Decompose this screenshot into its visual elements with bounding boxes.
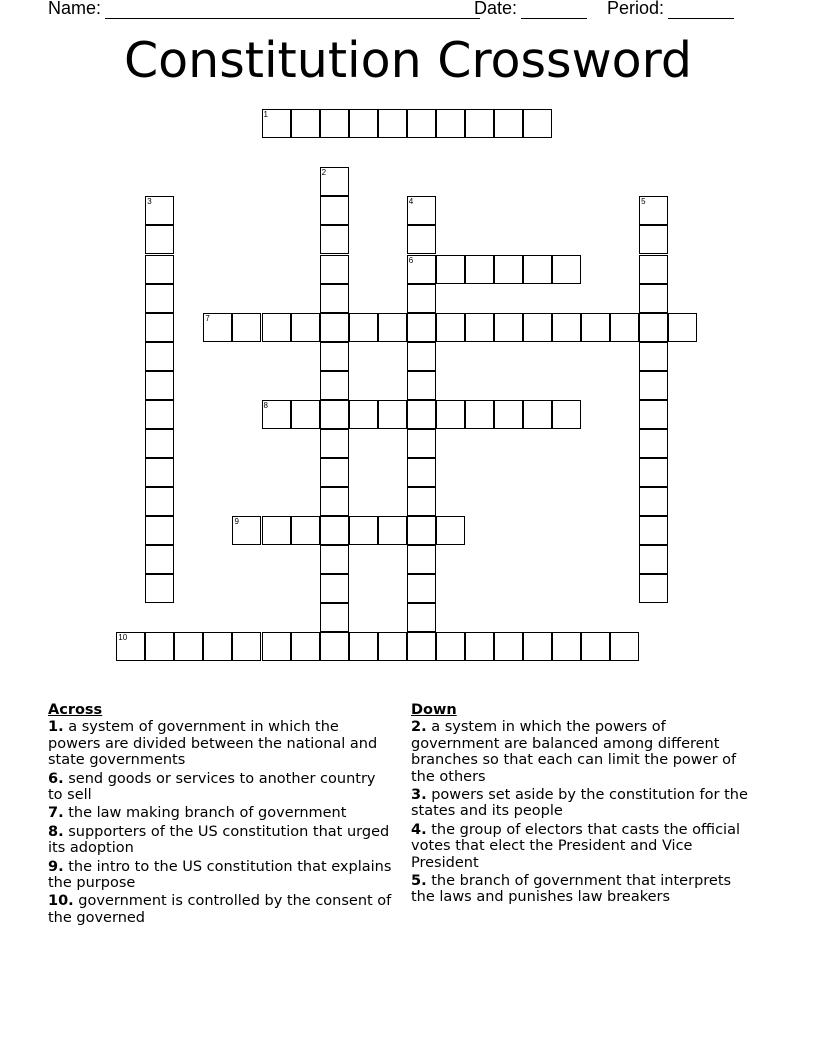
grid-cell[interactable] — [320, 255, 349, 284]
grid-cell[interactable] — [639, 400, 668, 429]
grid-cell[interactable] — [494, 109, 523, 138]
grid-cell[interactable] — [639, 284, 668, 313]
name-blank[interactable] — [105, 1, 480, 19]
grid-cell[interactable] — [552, 313, 581, 342]
grid-cell[interactable] — [494, 400, 523, 429]
grid-cell[interactable] — [407, 574, 436, 603]
clue-number-label: 3 — [147, 197, 152, 207]
period-field[interactable] — [607, 0, 734, 19]
grid-cell[interactable] — [320, 109, 349, 138]
grid-cell[interactable] — [581, 632, 610, 661]
grid-cell[interactable] — [320, 632, 349, 661]
down-heading: Down — [411, 702, 457, 718]
clue-across — [48, 859, 393, 892]
grid-cell[interactable] — [116, 632, 145, 661]
grid-cell[interactable] — [436, 516, 465, 545]
grid-cell[interactable] — [291, 516, 320, 545]
clue-across — [48, 893, 393, 926]
grid-cell[interactable] — [262, 109, 291, 138]
grid-cell[interactable] — [407, 342, 436, 371]
grid-cell[interactable] — [581, 313, 610, 342]
grid-cell[interactable] — [145, 371, 174, 400]
grid-cell[interactable] — [465, 109, 494, 138]
across-heading: Across — [48, 702, 103, 718]
grid-cell[interactable] — [407, 196, 436, 225]
grid-cell[interactable] — [523, 632, 552, 661]
clue-down — [411, 873, 756, 906]
grid-cell[interactable] — [145, 487, 174, 516]
clue-text: a system in which the powers of government are balanced among different branches so that each can limit the power of the others — [411, 719, 737, 785]
grid-cell[interactable] — [639, 371, 668, 400]
grid-cell[interactable] — [639, 196, 668, 225]
grid-cell[interactable] — [407, 487, 436, 516]
grid-cell[interactable] — [262, 516, 291, 545]
name-label: Name: — [48, 0, 102, 18]
grid-cell[interactable] — [203, 313, 232, 342]
grid-cell[interactable] — [523, 109, 552, 138]
grid-cell[interactable] — [262, 400, 291, 429]
grid-cell[interactable] — [610, 632, 639, 661]
grid-cell[interactable] — [203, 632, 232, 661]
grid-cell[interactable] — [552, 632, 581, 661]
clue-text: send goods or services to another country to sell — [48, 770, 376, 804]
clue-number-label: 7 — [205, 313, 210, 323]
grid-cell[interactable] — [639, 342, 668, 371]
clue-number-label: 9 — [234, 516, 239, 526]
grid-cell[interactable] — [320, 400, 349, 429]
grid-cell[interactable] — [378, 516, 407, 545]
date-label: Date: — [474, 0, 518, 18]
clue-number: 3. — [411, 787, 427, 804]
clue-number: 8. — [48, 823, 64, 840]
grid-cell[interactable] — [436, 313, 465, 342]
date-field[interactable] — [474, 0, 587, 19]
grid-cell[interactable] — [378, 400, 407, 429]
grid-cell[interactable] — [291, 632, 320, 661]
clue-number-label: 4 — [408, 197, 414, 207]
grid-cell[interactable] — [639, 487, 668, 516]
grid-cell[interactable] — [349, 400, 378, 429]
clue-number-label: 8 — [263, 400, 268, 410]
clue-number: 2. — [411, 719, 427, 736]
grid-cell[interactable] — [407, 284, 436, 313]
clue-text: the group of electors that casts the official votes that elect the President and Vice President — [411, 821, 740, 871]
grid-cell[interactable] — [436, 400, 465, 429]
grid-cell[interactable] — [320, 603, 349, 632]
grid-cell[interactable] — [232, 516, 261, 545]
clue-number-label: 5 — [641, 197, 646, 207]
grid-cell[interactable] — [407, 371, 436, 400]
grid-cell[interactable] — [145, 516, 174, 545]
clue-number-label: 10 — [118, 633, 128, 643]
date-blank[interactable] — [521, 1, 587, 19]
grid-cell[interactable] — [407, 225, 436, 254]
clue-number: 9. — [48, 858, 64, 875]
period-label: Period: — [607, 0, 665, 18]
grid-cell[interactable] — [378, 109, 407, 138]
grid-cell[interactable] — [145, 458, 174, 487]
grid-cell[interactable] — [407, 545, 436, 574]
grid-cell[interactable] — [494, 313, 523, 342]
grid-cell[interactable] — [552, 255, 581, 284]
clue-across — [48, 719, 393, 768]
grid-cell[interactable] — [320, 196, 349, 225]
clue-text: the branch of government that interprets the laws and punishes law breakers — [411, 873, 732, 906]
grid-cell[interactable] — [639, 255, 668, 284]
clue-text: supporters of the US constitution that urged its adoption — [48, 823, 390, 857]
grid-cell[interactable] — [639, 516, 668, 545]
grid-cell[interactable] — [320, 167, 349, 196]
clue-number-label: 1 — [263, 110, 268, 120]
grid-cell[interactable] — [320, 284, 349, 313]
grid-cell[interactable] — [349, 313, 378, 342]
clue-text: government is controlled by the consent of the governed — [48, 893, 392, 926]
grid-cell[interactable] — [407, 313, 436, 342]
grid-cell[interactable] — [465, 632, 494, 661]
grid-cell[interactable] — [407, 603, 436, 632]
grid-cell[interactable] — [320, 458, 349, 487]
clue-text: the law making branch of government — [68, 805, 347, 822]
clue-across — [48, 771, 393, 804]
grid-cell[interactable] — [378, 313, 407, 342]
grid-cell[interactable] — [145, 342, 174, 371]
clue-across — [48, 824, 393, 857]
grid-cell[interactable] — [407, 109, 436, 138]
grid-cell[interactable] — [349, 109, 378, 138]
clue-number: 1. — [48, 719, 64, 736]
grid-cell[interactable] — [436, 109, 465, 138]
clue-number: 10. — [48, 893, 74, 910]
grid-cell[interactable] — [407, 516, 436, 545]
down-clues — [411, 702, 756, 908]
grid-cell[interactable] — [320, 313, 349, 342]
grid-cell[interactable] — [610, 313, 639, 342]
grid-cell[interactable] — [407, 400, 436, 429]
clue-number-label: 6 — [408, 255, 414, 265]
grid-cell[interactable] — [145, 225, 174, 254]
clue-down — [411, 719, 756, 785]
grid-cell[interactable] — [407, 632, 436, 661]
clue-text: powers set aside by the constitution for the states and its people — [411, 787, 748, 820]
clue-text: the intro to the US constitution that explains the purpose — [48, 858, 392, 892]
period-blank[interactable] — [668, 1, 734, 19]
grid-cell[interactable] — [145, 284, 174, 313]
grid-cell[interactable] — [145, 313, 174, 342]
grid-cell[interactable] — [145, 400, 174, 429]
grid-cell[interactable] — [320, 429, 349, 458]
grid-cell[interactable] — [465, 400, 494, 429]
clue-number: 5. — [411, 873, 427, 890]
clue-down — [411, 822, 756, 871]
grid-cell[interactable] — [407, 429, 436, 458]
grid-cell[interactable] — [232, 632, 261, 661]
name-field[interactable] — [48, 0, 480, 19]
grid-cell[interactable] — [639, 429, 668, 458]
grid-cell[interactable] — [552, 400, 581, 429]
grid-cell[interactable] — [320, 225, 349, 254]
grid-cell[interactable] — [436, 255, 465, 284]
grid-cell[interactable] — [262, 313, 291, 342]
grid-cell[interactable] — [145, 429, 174, 458]
grid-cell[interactable] — [523, 255, 552, 284]
clue-across — [48, 805, 393, 821]
grid-cell[interactable] — [232, 313, 261, 342]
grid-cell[interactable] — [145, 545, 174, 574]
grid-cell[interactable] — [174, 632, 203, 661]
clue-number: 4. — [411, 821, 427, 838]
grid-cell[interactable] — [262, 632, 291, 661]
grid-cell[interactable] — [494, 255, 523, 284]
clue-text: a system of government in which the powers are divided between the national and state governments — [48, 719, 378, 769]
grid-cell[interactable] — [291, 109, 320, 138]
clue-number: 6. — [48, 770, 64, 787]
clue-number: 7. — [48, 805, 64, 822]
grid-cell[interactable] — [639, 313, 668, 342]
grid-cell[interactable] — [349, 516, 378, 545]
page-title: Constitution Crossword — [123, 32, 693, 89]
grid-cell[interactable] — [320, 545, 349, 574]
grid-cell[interactable] — [639, 574, 668, 603]
grid-cell[interactable] — [378, 632, 407, 661]
grid-cell[interactable] — [145, 632, 174, 661]
grid-cell[interactable] — [320, 371, 349, 400]
grid-cell[interactable] — [145, 196, 174, 225]
clue-down — [411, 787, 756, 820]
grid-cell[interactable] — [407, 255, 436, 284]
grid-cell[interactable] — [145, 255, 174, 284]
grid-cell[interactable] — [465, 255, 494, 284]
grid-cell[interactable] — [523, 313, 552, 342]
grid-cell[interactable] — [639, 458, 668, 487]
clue-number-label: 2 — [321, 168, 327, 178]
grid-cell[interactable] — [145, 574, 174, 603]
grid-cell[interactable] — [320, 516, 349, 545]
grid-cell[interactable] — [291, 313, 320, 342]
across-clues — [48, 702, 393, 928]
grid-cell[interactable] — [320, 342, 349, 371]
grid-cell[interactable] — [320, 574, 349, 603]
grid-cell[interactable] — [523, 400, 552, 429]
grid-cell[interactable] — [349, 632, 378, 661]
grid-cell[interactable] — [494, 632, 523, 661]
grid-cell[interactable] — [320, 487, 349, 516]
grid-cell[interactable] — [668, 313, 697, 342]
grid-cell[interactable] — [291, 400, 320, 429]
grid-cell[interactable] — [639, 225, 668, 254]
grid-cell[interactable] — [639, 545, 668, 574]
grid-cell[interactable] — [465, 313, 494, 342]
grid-cell[interactable] — [407, 458, 436, 487]
grid-cell[interactable] — [436, 632, 465, 661]
